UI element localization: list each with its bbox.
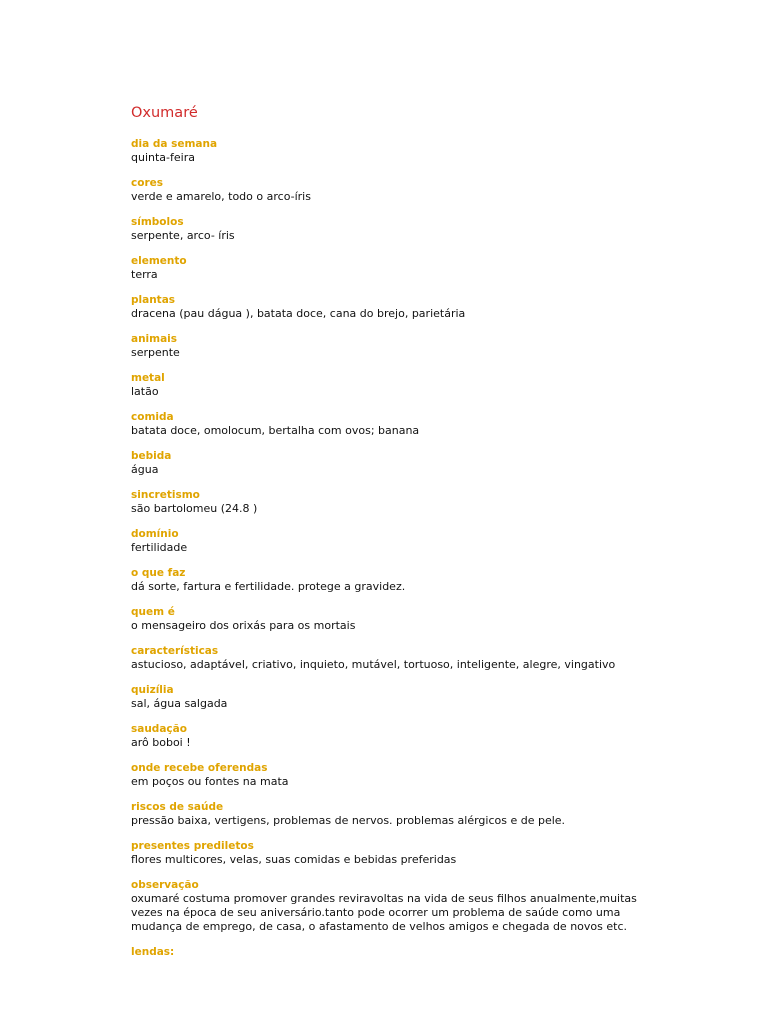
field-block	[131, 216, 651, 243]
field-value: quinta-feira	[131, 151, 195, 164]
field-block	[131, 138, 651, 165]
field-value: pressão baixa, vertigens, problemas de nervos. problemas alérgicos e de pele.	[131, 814, 566, 827]
field-value: astucioso, adaptável, criativo, inquieto, mutável, tortuoso, inteligente, alegre, vingativo	[131, 658, 616, 671]
field-value: dracena (pau dágua ), batata doce, cana do brejo, parietária	[131, 307, 466, 320]
field-block	[131, 450, 651, 477]
field-value: terra	[131, 268, 158, 281]
field-block	[131, 567, 651, 594]
field-block	[131, 723, 651, 750]
field-block	[131, 411, 651, 438]
document-body	[131, 103, 651, 959]
field-label: quem é	[131, 606, 175, 618]
field-value: arô boboi !	[131, 736, 191, 749]
field-value: o mensageiro dos orixás para os mortais	[131, 619, 356, 632]
page-title: Oxumaré	[131, 105, 198, 121]
field-label: características	[131, 645, 219, 657]
field-block	[131, 255, 651, 282]
field-label: saudação	[131, 723, 187, 735]
field-value: em poços ou fontes na mata	[131, 775, 289, 788]
field-block	[131, 528, 651, 555]
field-label: domínio	[131, 528, 179, 540]
field-label: plantas	[131, 294, 176, 306]
field-label: presentes prediletos	[131, 840, 254, 852]
field-block	[131, 879, 651, 934]
field-value: oxumaré costuma promover grandes reviravoltas na vida de seus filhos anualmente,muitas vezes na época de seu aniversário.tanto pode ocorrer um problema de saúde como uma mudança de emprego, de casa, o afastamento de velhos amigos e chegada de novos etc.	[131, 892, 637, 933]
field-value: serpente, arco- íris	[131, 229, 235, 242]
field-label: dia da semana	[131, 138, 218, 150]
field-label: cores	[131, 177, 163, 189]
field-value: verde e amarelo, todo o arco-íris	[131, 190, 311, 203]
field-block	[131, 333, 651, 360]
field-value: fertilidade	[131, 541, 188, 554]
field-block	[131, 177, 651, 204]
field-value: água	[131, 463, 159, 476]
field-value: serpente	[131, 346, 180, 359]
field-label: o que faz	[131, 567, 186, 579]
field-label: quizília	[131, 684, 174, 696]
field-value: batata doce, omolocum, bertalha com ovos; banana	[131, 424, 420, 437]
field-label: observação	[131, 879, 199, 891]
field-label: metal	[131, 372, 165, 384]
field-label: símbolos	[131, 216, 184, 228]
field-value: são bartolomeu (24.8 )	[131, 502, 258, 515]
field-block	[131, 762, 651, 789]
field-block	[131, 801, 651, 828]
field-block	[131, 684, 651, 711]
field-label: onde recebe oferendas	[131, 762, 268, 774]
field-label: animais	[131, 333, 178, 345]
section-label-lendas: lendas:	[131, 946, 175, 958]
field-value: dá sorte, fartura e fertilidade. protege a gravidez.	[131, 580, 406, 593]
field-value: flores multicores, velas, suas comidas e bebidas preferidas	[131, 853, 457, 866]
field-label: comida	[131, 411, 174, 423]
field-label: sincretismo	[131, 489, 200, 501]
field-label: riscos de saúde	[131, 801, 224, 813]
field-value: latão	[131, 385, 159, 398]
field-value: sal, água salgada	[131, 697, 228, 710]
field-label: elemento	[131, 255, 187, 267]
field-list	[131, 138, 651, 934]
field-block	[131, 840, 651, 867]
field-block	[131, 294, 651, 321]
field-block	[131, 372, 651, 399]
field-block	[131, 606, 651, 633]
field-block	[131, 489, 651, 516]
field-block	[131, 645, 651, 672]
field-label: bebida	[131, 450, 172, 462]
